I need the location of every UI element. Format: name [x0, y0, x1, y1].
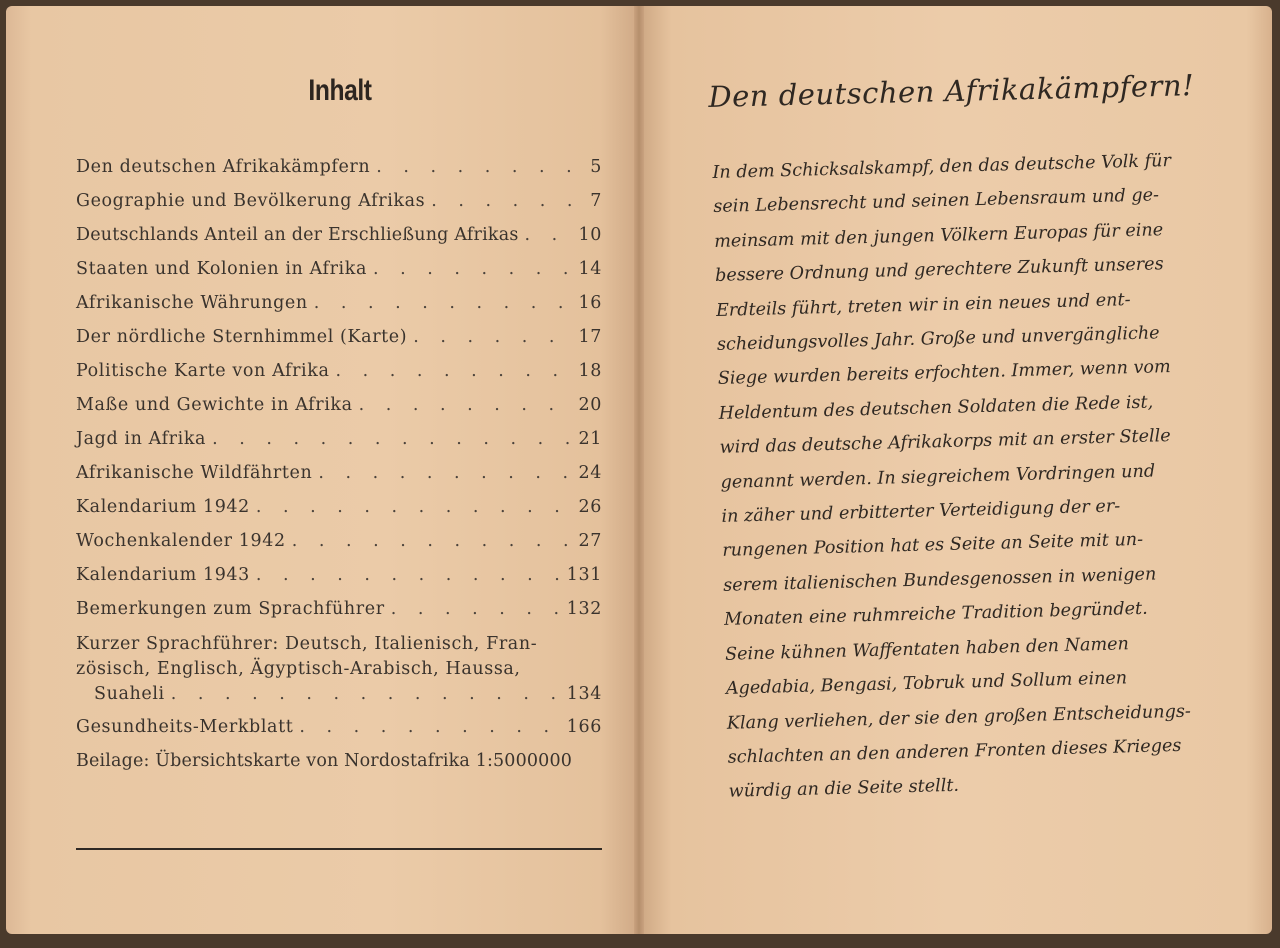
text-line: rungenen Position hat es Seite an Seite mit un- — [722, 530, 1144, 562]
toc-leader-dots — [359, 390, 571, 420]
toc-entry-title: Jagd in Afrika — [76, 429, 207, 449]
toc-entry-title: Bemerkungen zum Sprachführer — [76, 599, 385, 619]
text-line: wird das deutsche Afrikakorps mit an erster Stelle — [719, 426, 1171, 459]
toc-entry-title: Beilage: Übersichtskarte von Nordostafrika 1:5000000 — [76, 751, 573, 771]
toc-entry-title: Maße und Gewichte in Afrika — [76, 395, 353, 415]
toc-entry-page: 18 — [578, 361, 602, 381]
toc-entry — [76, 390, 602, 424]
toc-leader-dots — [212, 424, 570, 454]
toc-entry-page: 16 — [578, 293, 602, 313]
text-line: Siege wurden bereits erfochten. Immer, wenn vom — [717, 357, 1171, 390]
text-line: sein Lebensrecht und seinen Lebensraum und ge- — [713, 185, 1160, 218]
toc-entry-page: 131 — [566, 565, 602, 585]
toc-leader-dots — [525, 220, 571, 250]
toc-entry-page: 10 — [578, 225, 602, 245]
toc-entry — [76, 152, 602, 186]
toc-title: Inhalt — [308, 74, 372, 107]
toc-entry — [76, 526, 602, 560]
toc-entry-title: Wochenkalender 1942 — [76, 531, 286, 551]
toc-entry-title: Geographie und Bevölkerung Afrikas — [76, 191, 426, 211]
toc-entry-title: Afrikanische Währungen — [76, 293, 308, 313]
toc-entry — [76, 746, 602, 780]
text-line: Heldentum des deutschen Soldaten die Rede ist, — [718, 392, 1154, 424]
toc-entry-page: 14 — [578, 259, 602, 279]
toc-entry-page: 7 — [590, 191, 602, 211]
toc-entry — [76, 186, 602, 220]
toc-entry-page: 134 — [566, 684, 602, 704]
book-spine — [634, 6, 644, 934]
text-line: Klang verliehen, der sie den großen Entscheidungs- — [726, 701, 1192, 734]
toc-entry-page: 5 — [590, 157, 602, 177]
text-line: schlachten an den anderen Fronten dieses Krieges — [727, 735, 1182, 768]
toc-entry-page: 27 — [578, 531, 602, 551]
toc-leader-dots — [318, 458, 570, 488]
toc-entry-title: Staaten und Kolonien in Afrika — [76, 259, 367, 279]
toc-entry-line: zösisch, Englisch, Ägyptisch-Arabisch, Haussa, — [76, 659, 521, 679]
toc-entry-title: Suaheli — [94, 684, 165, 704]
table-of-contents — [76, 152, 602, 780]
toc-entry-title: Deutschlands Anteil an der Erschließung Afrikas — [76, 225, 519, 245]
toc-leader-dots — [335, 356, 570, 386]
toc-entry-page: 166 — [566, 717, 602, 737]
text-line: würdig an die Seite stellt. — [728, 776, 960, 803]
toc-entry-title: Der nördliche Sternhimmel (Karte) — [76, 327, 408, 347]
text-line: In dem Schicksalskampf, den das deutsche Volk für — [712, 150, 1172, 183]
toc-entry-page: 24 — [578, 463, 602, 483]
toc-leader-dots — [292, 526, 571, 556]
toc-leader-dots — [256, 560, 559, 590]
text-line: scheidungsvolles Jahr. Große und unvergängliche — [716, 323, 1160, 355]
toc-leader-dots — [256, 492, 571, 522]
toc-entry — [76, 492, 602, 526]
divider-rule — [76, 848, 602, 850]
toc-entry — [76, 356, 602, 390]
text-line: Seine kühnen Waffentaten haben den Namen — [724, 633, 1130, 665]
toc-entry — [76, 288, 602, 322]
toc-entry-page: 132 — [566, 599, 602, 619]
toc-leader-dots — [376, 152, 574, 182]
toc-entry-title: Gesundheits-Merkblatt — [76, 717, 294, 737]
toc-entry — [76, 254, 602, 288]
toc-leader-dots — [299, 712, 558, 742]
toc-entry-title: Kalendarium 1942 — [76, 497, 250, 517]
toc-entry — [76, 322, 602, 356]
toc-entry-title: Kalendarium 1943 — [76, 565, 250, 585]
toc-entry-title: Politische Karte von Afrika — [76, 361, 330, 381]
toc-entry-title: Afrikanische Wildfährten — [76, 463, 313, 483]
text-line: serem italienischen Bundesgenossen in wenigen — [722, 564, 1157, 596]
toc-entry — [76, 594, 602, 628]
text-line: meinsam mit den jungen Völkern Europas für eine — [713, 220, 1164, 252]
toc-entry-page: 20 — [578, 395, 602, 415]
toc-entry — [76, 628, 602, 712]
text-line: bessere Ordnung und gerechtere Zukunft unseres — [714, 254, 1164, 287]
toc-leader-dots — [314, 288, 571, 318]
toc-leader-dots — [391, 594, 559, 624]
toc-entry — [76, 220, 602, 254]
text-line: genannt werden. In siegreichem Vordringen und — [720, 461, 1156, 493]
toc-entry — [76, 560, 602, 594]
toc-entry — [76, 458, 602, 492]
toc-entry-title: Den deutschen Afrikakämpfern — [76, 157, 371, 177]
dedication-title: Den deutschen Afrikakämpfern! — [708, 68, 1195, 114]
toc-entry-page: 17 — [578, 327, 602, 347]
toc-entry-page: 21 — [578, 429, 602, 449]
text-line: Monaten eine ruhmreiche Tradition begründet. — [723, 599, 1148, 631]
toc-leader-dots — [431, 186, 574, 216]
toc-entry-line: Kurzer Sprachführer: Deutsch, Italienisch, Fran- — [76, 634, 538, 654]
text-line: Erdteils führt, treten wir in ein neues und ent- — [715, 289, 1131, 321]
toc-entry — [76, 712, 602, 746]
toc-leader-dots — [413, 322, 570, 352]
toc-leader-dots — [171, 682, 559, 707]
toc-leader-dots — [373, 254, 571, 284]
toc-entry-page: 26 — [578, 497, 602, 517]
text-line: in zäher und erbitterter Verteidigung der er- — [721, 496, 1121, 527]
toc-entry — [76, 424, 602, 458]
dedication-text — [712, 143, 1207, 809]
text-line: Agedabia, Bengasi, Tobruk und Sollum einen — [725, 668, 1128, 699]
